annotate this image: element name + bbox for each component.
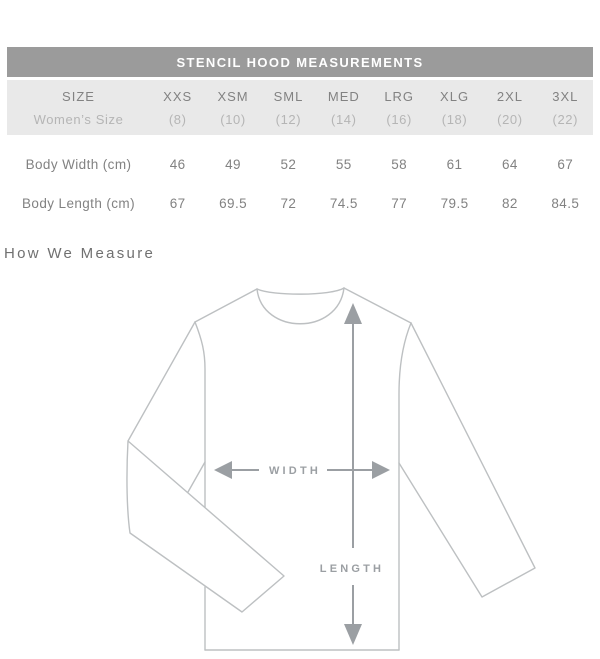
body-width-row — [7, 145, 593, 184]
body-width-value: 49 — [225, 157, 241, 172]
womens-size-value: (10) — [220, 111, 246, 127]
body-length-value: 72 — [280, 196, 297, 211]
garment-measure-diagram — [0, 270, 600, 659]
body-width-value: 58 — [391, 157, 408, 172]
right-sleeve-outline — [399, 323, 535, 597]
width-label: WIDTH — [268, 465, 322, 477]
left-body-edge — [195, 322, 205, 650]
body-width-value: 46 — [169, 157, 186, 172]
body-length-value: 77 — [391, 196, 408, 211]
length-arrow-bottom-head — [344, 624, 362, 645]
size-header-row — [7, 84, 593, 108]
left-shoulder-line — [195, 289, 257, 322]
body-length-row — [7, 184, 593, 223]
womens-size-value: (20) — [497, 111, 523, 127]
body-length-value: 79.5 — [440, 196, 469, 211]
size-col-header: 2XL — [496, 88, 523, 104]
body-width-value: 67 — [557, 157, 574, 172]
size-col-header: 3XL — [552, 88, 579, 104]
width-arrow-left-head — [214, 461, 232, 479]
womens-size-row — [7, 108, 593, 130]
width-arrow — [214, 461, 390, 479]
womens-size-value: (18) — [441, 111, 468, 127]
body-length-value: 84.5 — [551, 196, 580, 211]
collar-front-line — [257, 288, 344, 324]
womens-size-value: (16) — [386, 111, 412, 127]
body-length-value: 69.5 — [219, 196, 247, 211]
size-col-header: LRG — [384, 88, 415, 104]
size-col-header: SML — [273, 88, 304, 104]
womens-size-label: Women’s Size — [33, 111, 124, 127]
collar-back-line — [257, 288, 344, 294]
womens-size-value: (14) — [331, 111, 357, 127]
length-label: LENGTH — [319, 563, 385, 575]
table-header-band — [7, 80, 593, 135]
width-arrow-right-head — [372, 461, 390, 479]
body-length-label: Body Length (cm) — [22, 196, 135, 211]
womens-size-value: (12) — [275, 111, 302, 127]
right-body-edge — [399, 323, 411, 650]
body-length-value: 82 — [502, 196, 518, 211]
size-col-header: MED — [327, 88, 360, 104]
womens-size-value: (8) — [168, 111, 187, 127]
body-length-value: 74.5 — [329, 196, 358, 211]
size-col-header: XXS — [163, 88, 193, 104]
body-width-value: 64 — [502, 157, 518, 172]
how-we-measure-heading: How We Measure — [4, 245, 156, 262]
table-title: STENCIL HOOD MEASUREMENTS — [7, 47, 593, 77]
body-width-value: 52 — [280, 157, 297, 172]
left-underarm-seam — [188, 462, 205, 492]
body-length-value: 67 — [169, 196, 186, 211]
size-col-header: XSM — [217, 88, 249, 104]
size-col-header: XLG — [440, 88, 470, 104]
body-width-value: 55 — [335, 157, 352, 172]
body-width-value: 61 — [446, 157, 463, 172]
measurements-table — [7, 47, 593, 223]
body-width-label: Body Width (cm) — [25, 157, 132, 172]
length-arrow-top-head — [344, 303, 362, 324]
womens-size-value: (22) — [552, 111, 579, 127]
size-header-label: SIZE — [62, 88, 95, 104]
